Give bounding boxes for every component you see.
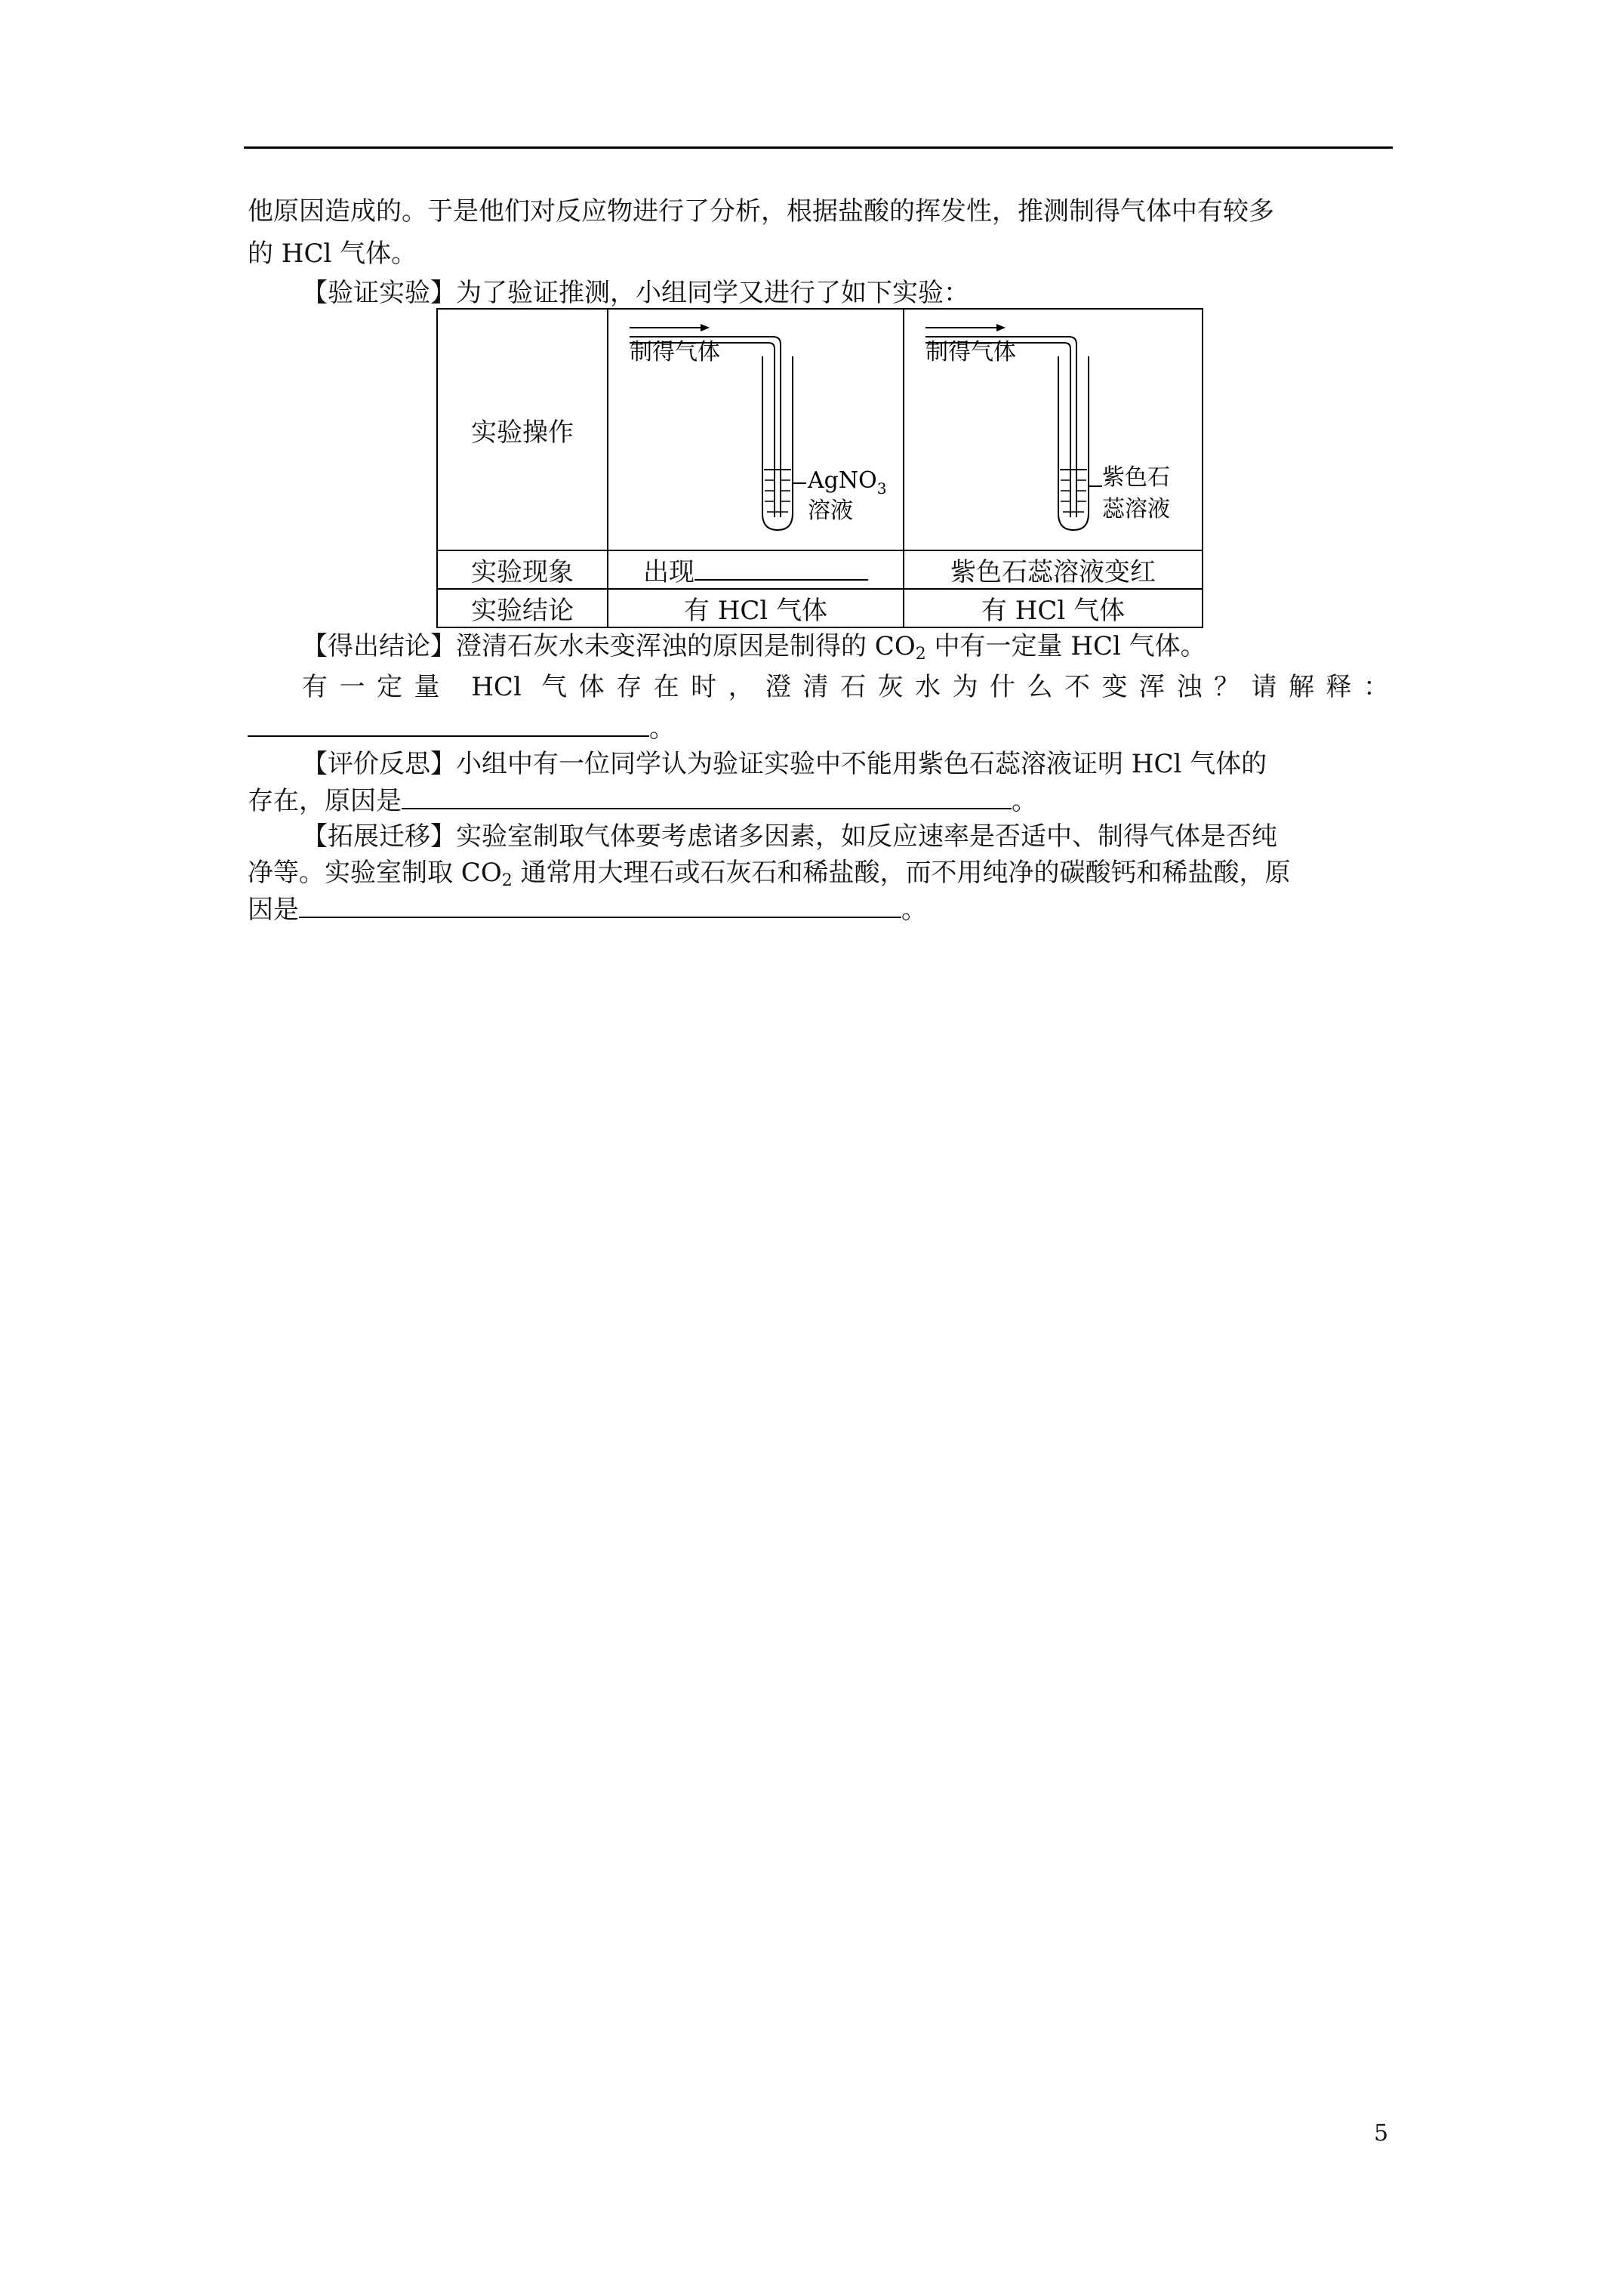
table-row-conclusion — [437, 589, 1203, 627]
reagent-label-right: 紫色石 — [1102, 464, 1170, 491]
reagent-solution-left: 溶液 — [808, 498, 853, 524]
conclusion-paragraph: 【得出结论】澄清石灰水未变浑浊的原因是制得的 $CO_2$ 中有一定量 HCl 气体。 — [302, 631, 1206, 664]
phenomenon-left: 出现 — [608, 550, 904, 589]
conclusion-right: 有 HCl 气体 — [904, 589, 1203, 627]
extension-line-2: 净等。实验室制取 $CO_2$ 通常用大理石或石灰石和稀盐酸，而不用纯净的碳酸钙和稀盐酸，原 — [248, 858, 1291, 890]
diagram-cell-right — [904, 309, 1203, 550]
reflection-blank[interactable] — [402, 782, 1012, 809]
extension-heading: 【拓展迁移】 — [302, 821, 456, 852]
page-number: 5 — [1374, 2120, 1389, 2147]
verify-heading: 【验证实验】 — [302, 278, 456, 308]
conclusion-heading: 【得出结论】 — [302, 631, 456, 661]
table-row-phenomenon — [437, 550, 1203, 589]
diagram-cell-left — [608, 309, 904, 550]
reflection-heading: 【评价反思】 — [302, 749, 456, 779]
phenomenon-blank[interactable] — [694, 553, 868, 581]
verify-paragraph — [248, 275, 1389, 311]
question-answer-line: 。 — [248, 710, 1389, 747]
verify-text: 为了验证推测，小组同学又进行了如下实验： — [456, 278, 969, 308]
test-tube-diagram-right — [904, 310, 1203, 550]
phenomenon-right: 紫色石蕊溶液变红 — [904, 550, 1203, 589]
table-row-operation — [437, 309, 1203, 550]
row-label-conclusion: 实验结论 — [437, 589, 608, 627]
reagent-label-left: AgNO$_3$ — [808, 467, 887, 498]
extension-blank[interactable] — [299, 891, 901, 918]
conclusion-left: 有 HCl 气体 — [608, 589, 904, 627]
paragraph-1-line-2: 的 HCl 气体。 — [248, 239, 417, 269]
gas-label-left: 制得气体 — [630, 339, 720, 365]
header-rule — [244, 146, 1393, 149]
extension-line-3: 因是 。 — [248, 891, 1389, 928]
extension-paragraph: 【拓展迁移】实验室制取气体要考虑诸多因素，如反应速率是否适中、制得气体是否纯 — [302, 821, 1277, 852]
paragraph-1-line-1: 他原因造成的。于是他们对反应物进行了分析，根据盐酸的挥发性，推测制得气体中有较多 — [248, 196, 1274, 227]
test-tube-diagram-left — [608, 310, 904, 550]
reflection-paragraph: 【评价反思】小组中有一位同学认为验证实验中不能用紫色石蕊溶液证明 HCl 气体的 — [302, 749, 1267, 779]
question-line: 有一定量 HCl 气体存在时，澄清石灰水为什么不变浑浊？请解释： — [302, 672, 1389, 702]
reagent-solution-right: 蕊溶液 — [1102, 496, 1170, 522]
row-label-operation: 实验操作 — [437, 309, 608, 550]
question-answer-blank[interactable] — [248, 710, 649, 737]
row-label-phenomenon: 实验现象 — [437, 550, 608, 589]
reflection-line-2: 存在，原因是 。 — [248, 782, 1389, 819]
experiment-table — [436, 308, 1203, 628]
gas-label-right: 制得气体 — [925, 339, 1016, 365]
